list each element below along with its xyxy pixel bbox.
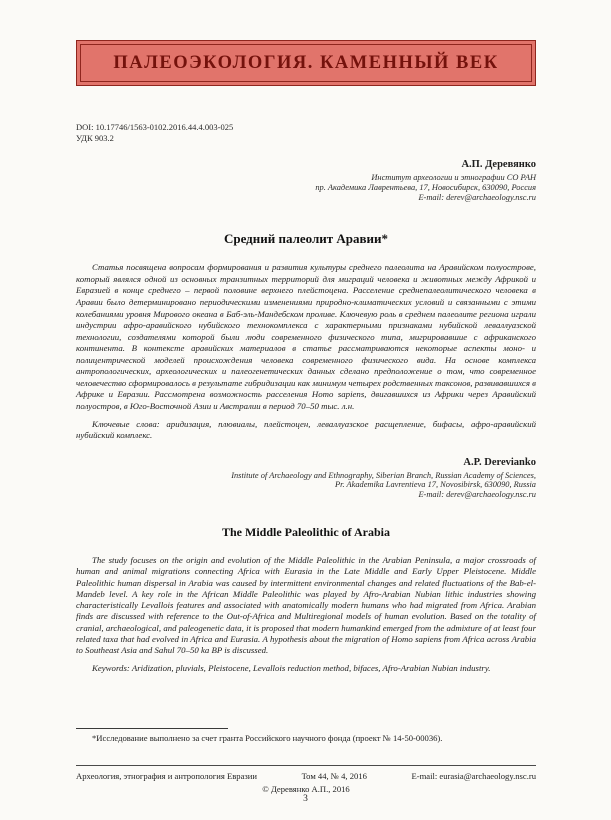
footer-divider bbox=[76, 765, 536, 766]
footer-issue: Том 44, № 4, 2016 bbox=[301, 771, 367, 781]
author-block-en bbox=[76, 457, 536, 500]
section-banner bbox=[76, 40, 536, 86]
author-name-ru: А.П. Деревянко bbox=[461, 159, 536, 170]
page-footer bbox=[76, 765, 536, 794]
article-title-ru: Средний палеолит Аравии* bbox=[223, 231, 389, 247]
keywords-ru: Ключевые слова: аридизация, плювиалы, плейстоцен, леваллуазское расщепление, бифасы, афро-аравийский нубийский комплекс. bbox=[76, 418, 536, 441]
abstract-en: The study focuses on the origin and evolution of the Middle Paleolithic in the Arabian Peninsula, a major crossroads of human and animal migrations connecting Africa with Eurasia in the Late Middle and Early Upper Pleistocene. Middle Paleolithic human dispersal in Arabia was caused by intermittent environmental changes and related fluctuations of the Bab-el-Mandeb level. A key role in the African Middle Paleolithic was played by Afro-Arabian Nubian lithic industries showing characteristically Levallois features and associated with anatomically modern humans who had migrated from Africa. Arabian finds are discussed with reference to the Out-of-Africa and Multiregional models of human evolution. Based on the totality of cranial, archaeological, and paleogenetic data, it is proposed that modern humankind emerged from the admixture of at least four related taxa that had evolved in Africa and Eurasia. A hypothesis about the migration of Homo sapiens from Africa across Arabia to Southeast Asia and Sahul 70–50 ka BP is discussed. bbox=[76, 554, 536, 656]
section-title: ПАЛЕОЭКОЛОГИЯ. КАМЕННЫЙ ВЕК bbox=[113, 53, 499, 73]
affiliation-en-line1: Institute of Archaeology and Ethnography, Siberian Branch, Russian Academy of Sciences, bbox=[231, 470, 536, 480]
article-meta bbox=[76, 122, 536, 144]
grant-footnote: *Исследование выполнено за счет гранта Российского научного фонда (проект № 14-50-00036). bbox=[92, 733, 443, 743]
article-title-en: The Middle Paleolithic of Arabia bbox=[222, 524, 390, 539]
footnote-divider bbox=[76, 728, 228, 729]
udk-line: УДК 903.2 bbox=[76, 133, 114, 143]
keywords-en: Keywords: Aridization, pluvials, Pleistocene, Levallois reduction method, bifaces, Afro-Arabian Nubian industry. bbox=[92, 662, 491, 673]
affiliation-ru-line1: Институт археологии и этнографии СО РАН bbox=[371, 173, 536, 182]
footer-email: E-mail: eurasia@archaeology.nsc.ru bbox=[411, 771, 536, 781]
abstract-ru: Статья посвящена вопросам формирования и развития культуры среднего палеолита на Аравийском полуострове, который являлся одной из основных транзитных территорий для миграций человека и животных между Африкой и Евразией в конце среднего – первой половине верхнего плейстоцена. Расселение среднепалеолитического человека в Аравии было детерминировано периодическими изменениями природно-климатических условий и связанными с этими колебаниями уровня Мирового океана в Баб-эль-Мандебском проливе. Ключевую роль в среднем палеолите региона играли индустрии афро-аравийского нубийского технокомплекса с характерными признаками нубийской леваллуазской технологии, создателями которой были люди современного физического типа, мигрировавшие с африканского континента. В контексте аравийских материалов в статье рассматриваются некоторые аспекты моно- и полицентрической моделей происхождения человека современного физического вида. На основе комплекса антропологических, археологических и палеогенетических данных сделано предположение о том, что современное человечество сформировалось в результате гибридизации как минимум четырех родственных таксонов, развивавшихся в Африке и Евразии. Рассмотрена возможность расселения Homo sapiens, двигавшихся из Африки через Аравийский полуостров, в Юго-Восточной Азии и Австралии в период 70–50 тыс. л.н. bbox=[76, 262, 536, 411]
footer-journal-line bbox=[76, 771, 536, 781]
copyright-line: © Деревянко А.П., 2016 bbox=[262, 784, 350, 794]
affiliation-ru-line2: пр. Академика Лаврентьева, 17, Новосибирск, 630090, Россия bbox=[315, 182, 536, 192]
doi-line: DOI: 10.17746/1563-0102.2016.44.4.003-025 bbox=[76, 122, 234, 132]
affiliation-en-line2: Pr. Akademika Lavrentieva 17, Novosibirsk, 630090, Russia bbox=[335, 480, 536, 490]
author-block-ru bbox=[76, 159, 536, 202]
author-name-en: A.P. Derevianko bbox=[463, 456, 536, 468]
author-email-en: E-mail: derev@archaeology.nsc.ru bbox=[418, 490, 536, 500]
author-email-ru: E-mail: derev@archaeology.nsc.ru bbox=[418, 192, 536, 202]
footnote-block bbox=[76, 728, 536, 743]
page-number: 3 bbox=[303, 794, 308, 804]
footer-journal-name: Археология, этнография и антропология Евразии bbox=[76, 771, 258, 781]
